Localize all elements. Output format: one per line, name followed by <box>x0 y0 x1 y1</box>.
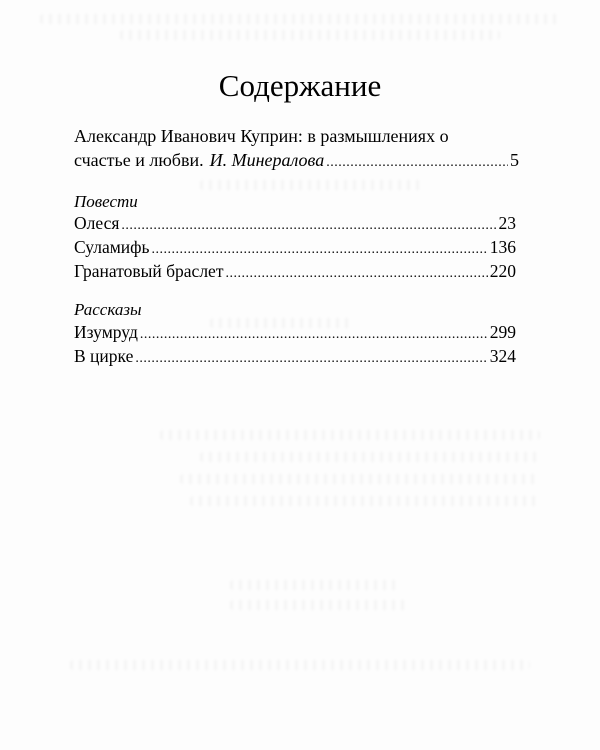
toc-section-povesti <box>74 211 516 283</box>
toc-entry-title: В цирке <box>74 346 134 366</box>
toc-entry-page: 136 <box>489 237 516 257</box>
show-through-texture <box>230 600 410 610</box>
intro-line-1: Александр Иванович Куприн: в размышлениях о <box>74 126 449 146</box>
section-heading-rasskazy: Рассказы <box>74 300 142 319</box>
leader-dots <box>140 323 488 347</box>
show-through-texture <box>190 496 540 506</box>
page-title: Содержание <box>218 68 382 103</box>
leader-dots <box>121 214 496 238</box>
section-heading-povesti: Повести <box>74 192 138 211</box>
show-through-texture <box>40 14 560 24</box>
intro-line-2 <box>74 148 519 175</box>
leader-dots <box>135 347 487 371</box>
toc-entry-page: 220 <box>489 261 516 281</box>
toc-entry-page: 23 <box>498 213 516 233</box>
intro-page-number: 5 <box>510 150 519 170</box>
leader-dots <box>326 151 508 175</box>
toc-entry <box>74 320 516 344</box>
show-through-texture <box>230 580 400 590</box>
toc-entry-title: Суламифь <box>74 237 150 257</box>
toc-intro-entry <box>74 124 519 175</box>
show-through-texture <box>160 430 540 440</box>
show-through-texture <box>180 474 540 484</box>
show-through-texture <box>200 180 420 190</box>
show-through-texture <box>120 30 500 40</box>
toc-entry-title: Олеся <box>74 213 120 233</box>
toc-entry <box>74 259 516 283</box>
toc-entry <box>74 211 516 235</box>
show-through-texture <box>200 452 540 462</box>
intro-author: И. Минералова <box>209 150 325 170</box>
toc-entry-title: Изумруд <box>74 322 138 342</box>
intro-line-2-text: счастье и любви. <box>74 150 204 170</box>
toc-entry-title: Гранатовый браслет <box>74 261 224 281</box>
toc-section-rasskazy <box>74 320 516 368</box>
show-through-texture <box>70 660 530 670</box>
leader-dots <box>225 262 487 286</box>
toc-entry-page: 324 <box>489 346 516 366</box>
toc-entry <box>74 344 516 368</box>
toc-entry-page: 299 <box>489 322 516 342</box>
toc-entry <box>74 235 516 259</box>
